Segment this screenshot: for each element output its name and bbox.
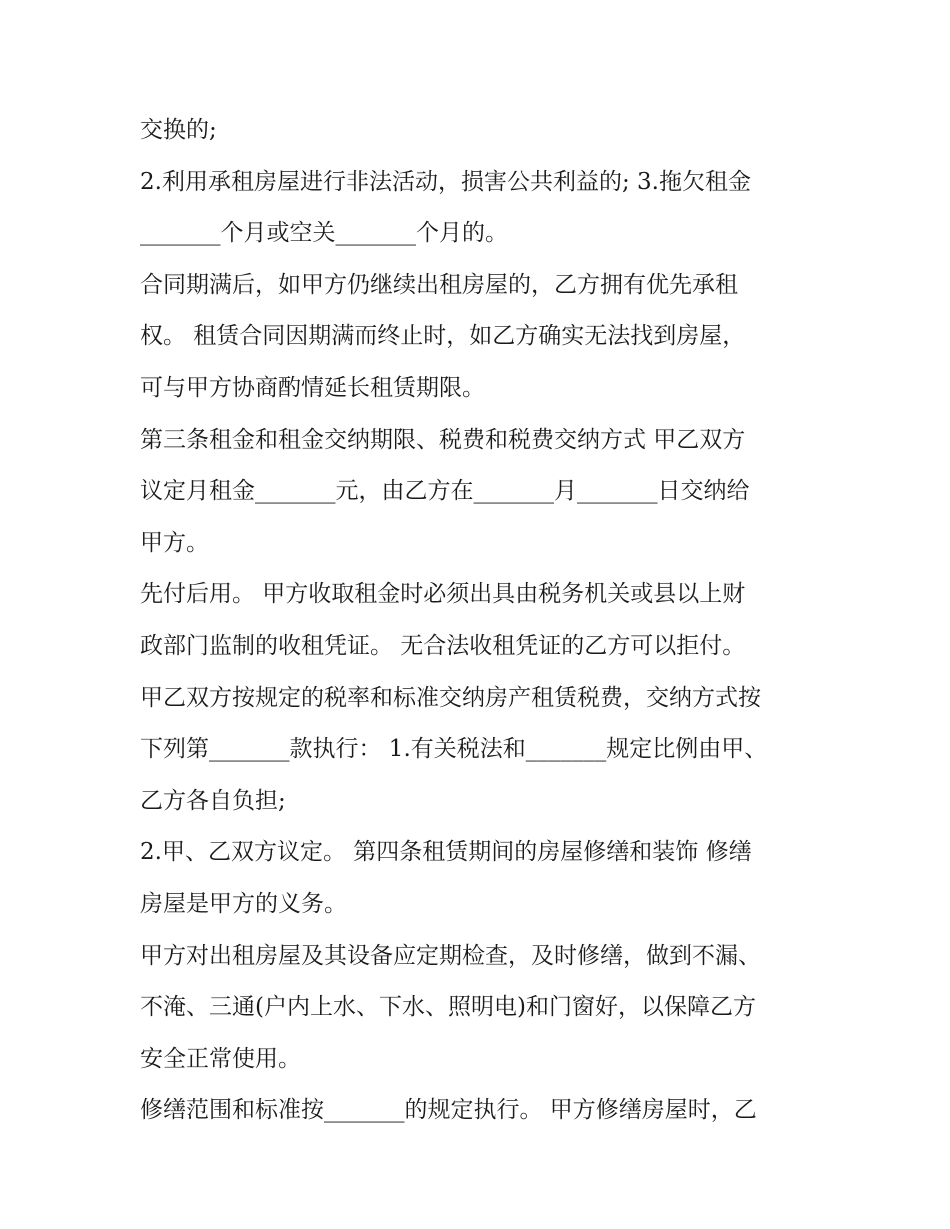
text-line: 乙方各自负担; [140, 787, 286, 814]
text-line: 政部门监制的收租凭证。 无合法收租凭证的乙方可以拒付。 [140, 632, 746, 659]
text-line: 修缮范围和标准按_______的规定执行。 甲方修缮房屋时，乙 [140, 1097, 757, 1124]
text-line: 权。 租赁合同因期满而终止时，如乙方确实无法找到房屋， [140, 323, 746, 350]
text-line: 甲方。 [140, 529, 209, 556]
text-line: 甲乙双方按规定的税率和标准交纳房产租赁税费，交纳方式按 [140, 684, 761, 711]
text-line: 甲方对出租房屋及其设备应定期检查，及时修缮，做到不漏、 [140, 942, 761, 969]
text-line: 2.甲、乙双方议定。 第四条租赁期间的房屋修缮和装饰 修缮 [140, 839, 752, 866]
text-line: 安全正常使用。 [140, 1045, 301, 1072]
text-line: 房屋是甲方的义务。 [140, 890, 347, 917]
text-line: 议定月租金_______元，由乙方在_______月_______日交纳给 [140, 478, 750, 505]
text-line: 交换的; [140, 117, 217, 143]
contract-text-body [140, 108, 820, 1140]
text-line: 2.利用承租房屋进行非法活动，损害公共利益的; 3.拖欠租金 [140, 168, 751, 195]
text-line: 下列第_______款执行： 1.有关税法和_______规定比例由甲、 [140, 736, 768, 763]
text-line: 合同期满后，如甲方仍继续出租房屋的，乙方拥有优先承租 [140, 271, 738, 298]
text-line: _______个月或空关_______个月的。 [140, 220, 508, 247]
text-line: 先付后用。 甲方收取租金时必须出具由税务机关或县以上财 [140, 581, 746, 608]
text-line: 可与甲方协商酌情延长租赁期限。 [140, 374, 485, 401]
text-line: 不淹、三通(户内上水、下水、照明电)和门窗好，以保障乙方 [140, 994, 756, 1021]
text-line: 第三条租金和租金交纳期限、税费和税费交纳方式 甲乙双方 [140, 426, 746, 453]
